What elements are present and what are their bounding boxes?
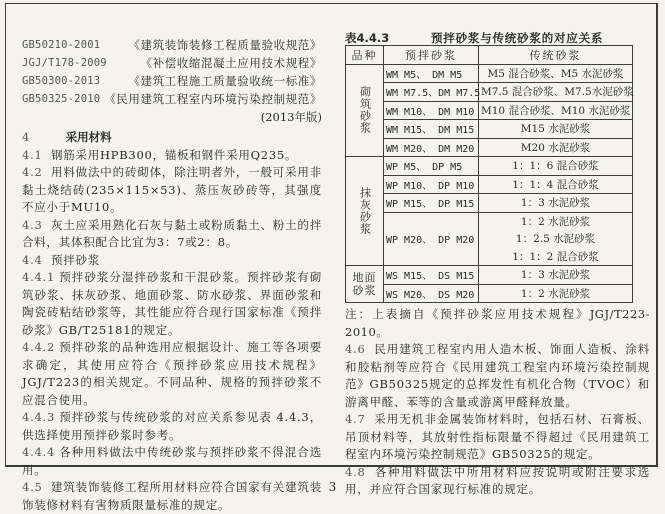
premixed-cell: WM M7.5、DM M7.5	[384, 83, 479, 102]
clause-number: 4.6	[345, 342, 366, 356]
traditional-cell: 1：1：2 混合砂浆	[479, 248, 633, 266]
premixed-cell: WM M10、 DM M10	[384, 101, 479, 120]
header-traditional: 传统砂浆	[479, 46, 633, 65]
header-premixed: 预拌砂浆	[384, 46, 479, 65]
clause-text: 用料做法中的砖砌体，除注明者外，一般可采用非黏土烧结砖(235×115×53)、蒸压灰砂砖等，其强度不应小于MU10。	[22, 165, 323, 214]
table-header-row	[346, 46, 633, 65]
reference-list	[22, 36, 322, 126]
premixed-cell: WS M20、 DS M20	[384, 284, 479, 303]
table-row	[346, 175, 633, 194]
section-title: 采用材料	[65, 130, 112, 144]
table-row	[346, 194, 633, 213]
section-number: 4	[22, 130, 30, 144]
clause-number: 4.8	[345, 464, 366, 479]
premixed-cell: WP M20、 DP M20	[384, 212, 479, 266]
clause-text: 钢筋采用HPB300，锚板和钢件采用Q235。	[50, 147, 298, 162]
clause-4-1	[22, 147, 322, 165]
traditional-cell: M7.5 混合砂浆、M7.5水泥砂浆	[479, 83, 633, 102]
table-caption	[345, 31, 645, 45]
clause-text: 灰土应采用熟化石灰与黏土或粉质黏土、粉土的拌合料，其体积配合比宜为3：7或2：8。	[22, 217, 323, 249]
header-category: 品种	[346, 46, 384, 65]
right-text-block	[345, 306, 650, 499]
left-column	[22, 36, 322, 514]
table-row	[346, 101, 633, 120]
reference-title: 《补偿收缩混凝土应用技术规程》	[140, 56, 322, 70]
page-number: 3	[328, 480, 337, 494]
reference-item	[22, 36, 322, 54]
reference-code: GB50300-2013	[22, 75, 101, 87]
premixed-cell: WM M20、 DM M20	[384, 138, 479, 157]
clause-number: 4.4.2	[22, 340, 56, 354]
clause-text: 各种用料做法中所用材料应按说明或附注要求选用，并应符合国家现行标准的规定。	[345, 464, 651, 496]
table-row	[346, 138, 633, 157]
clause-text: 各种用料做法中传统砂浆与预拌砂浆不得混合选用。	[22, 445, 322, 477]
category-cell: 砌筑砂浆	[346, 64, 384, 157]
clause-4-4	[22, 252, 322, 270]
premixed-cell: WP M5、 DP M5	[384, 157, 479, 176]
clause-4-6	[345, 341, 650, 411]
table-note: 注：上表摘自《预拌砂浆应用技术规程》JGJ/T223-2010。	[345, 307, 650, 339]
reference-title: 《建筑工程施工质量验收统一标准》	[128, 74, 322, 88]
traditional-cell: 1：2.5 水泥砂浆	[479, 230, 633, 248]
premixed-cell: WP M15、 DP M15	[384, 194, 479, 213]
clause-number: 4.2	[22, 165, 43, 179]
reference-edition: (2013年版)	[260, 110, 322, 124]
clause-text: 预拌砂浆分湿拌砂浆和干混砂浆。预拌砂浆有砌筑砂浆、抹灰砂浆、地面砂浆、防水砂浆、界面砂浆和陶瓷砖粘结砂浆等，其性能应符合现行国家标准《预拌砂浆》GB/T25181的规定。	[22, 270, 322, 337]
reference-item	[22, 72, 322, 90]
table-row	[346, 284, 633, 303]
clause-number: 4.4.3	[22, 410, 56, 424]
traditional-cell: 1：2 水泥砂浆	[479, 284, 633, 303]
traditional-cell: 1：2 水泥砂浆	[479, 212, 633, 230]
traditional-cell: M10 混合砂浆、M10 水泥砂浆	[479, 101, 633, 120]
traditional-cell: M5 混合砂浆、M5 水泥砂浆	[479, 64, 633, 83]
clause-text: 民用建筑工程室内用人造木板、饰面人造板、涂料和胶粘剂等应符合《民用建筑工程室内环境污染控制规范》GB50325规定的总挥发性有机化合物（TVOC）和游离甲醛、苯等的含量或游离甲醛释放量。	[345, 342, 650, 409]
clause-4-4-1	[22, 269, 322, 339]
traditional-cell: 1：1：6 混合砂浆	[479, 157, 633, 176]
clause-number: 4.4.4	[22, 445, 56, 459]
table-number: 表4.4.3	[345, 31, 390, 45]
table-row	[346, 64, 633, 83]
clause-4-7	[345, 411, 650, 464]
clause-text: 预拌砂浆与传统砂浆的对应关系参见表 4.4.3，供选择使用预拌砂浆时参考。	[22, 410, 322, 442]
clause-4-2	[22, 164, 322, 217]
clause-number: 4.1	[22, 147, 43, 162]
premixed-cell: WM M5、 DM M5	[384, 64, 479, 83]
clause-text: 预拌砂浆的品种选用应根据设计、施工等各项要求确定，其使用应符合《预拌砂浆应用技术规程》JGJ/T223的相关规定。不同品种、规格的预拌砂浆不应混合使用。	[22, 340, 322, 407]
table-row	[346, 212, 633, 230]
traditional-cell: 1：3 水泥砂浆	[479, 266, 633, 285]
clause-4-3	[22, 217, 322, 252]
clause-number: 4.4	[22, 252, 43, 267]
traditional-cell: M15 水泥砂浆	[479, 120, 633, 139]
section-heading	[22, 129, 322, 147]
premixed-cell: WS M15、 DS M15	[384, 266, 479, 285]
reference-item	[22, 54, 322, 72]
category-cell: 抹灰砂浆	[346, 157, 384, 266]
clause-4-4-3	[22, 409, 322, 444]
table-row	[346, 120, 633, 139]
traditional-cell: M20 水泥砂浆	[479, 138, 633, 157]
reference-code: GB50210-2001	[22, 39, 101, 51]
mortar-correspondence-table	[345, 45, 633, 303]
clause-number: 4.5	[22, 480, 43, 494]
clause-text: 建筑装饰装修工程所用材料应符合国家有关建筑装饰装修材料有害物质限量标准的规定。	[22, 480, 323, 512]
right-column	[345, 31, 651, 499]
reference-title: 《民用建筑工程室内环境污染控制规范》	[104, 92, 322, 106]
clause-4-4-4	[22, 444, 322, 479]
table-title: 预拌砂浆与传统砂浆的对应关系	[431, 31, 604, 45]
clause-text: 预拌砂浆	[50, 252, 100, 267]
table-row	[346, 157, 633, 176]
clause-number: 4.3	[22, 217, 43, 232]
table-row	[346, 266, 633, 285]
clause-number: 4.4.1	[22, 270, 56, 284]
reference-title: 《建筑装饰装修工程质量验收规范》	[128, 38, 322, 52]
traditional-cell: 1：3 水泥砂浆	[479, 194, 633, 213]
premixed-cell: WM M15、 DM M15	[384, 120, 479, 139]
table-row	[346, 83, 633, 102]
clause-number: 4.7	[345, 412, 366, 426]
clause-4-4-2	[22, 339, 322, 409]
reference-code: GB50325-2010	[22, 93, 101, 105]
reference-item	[22, 90, 322, 108]
clause-text: 采用无机非金属装饰材料时，包括石材、石膏板、吊顶材料等，其放射性指标限量不得超过《民用建筑工程室内环境污染控制规范》GB50325的规定。	[345, 412, 650, 461]
reference-code: JGJ/T178-2009	[22, 57, 107, 69]
traditional-cell: 1：1：4 混合砂浆	[479, 175, 633, 194]
premixed-cell: WP M10、 DP M10	[384, 175, 479, 194]
category-cell: 地面砂浆	[346, 266, 384, 303]
